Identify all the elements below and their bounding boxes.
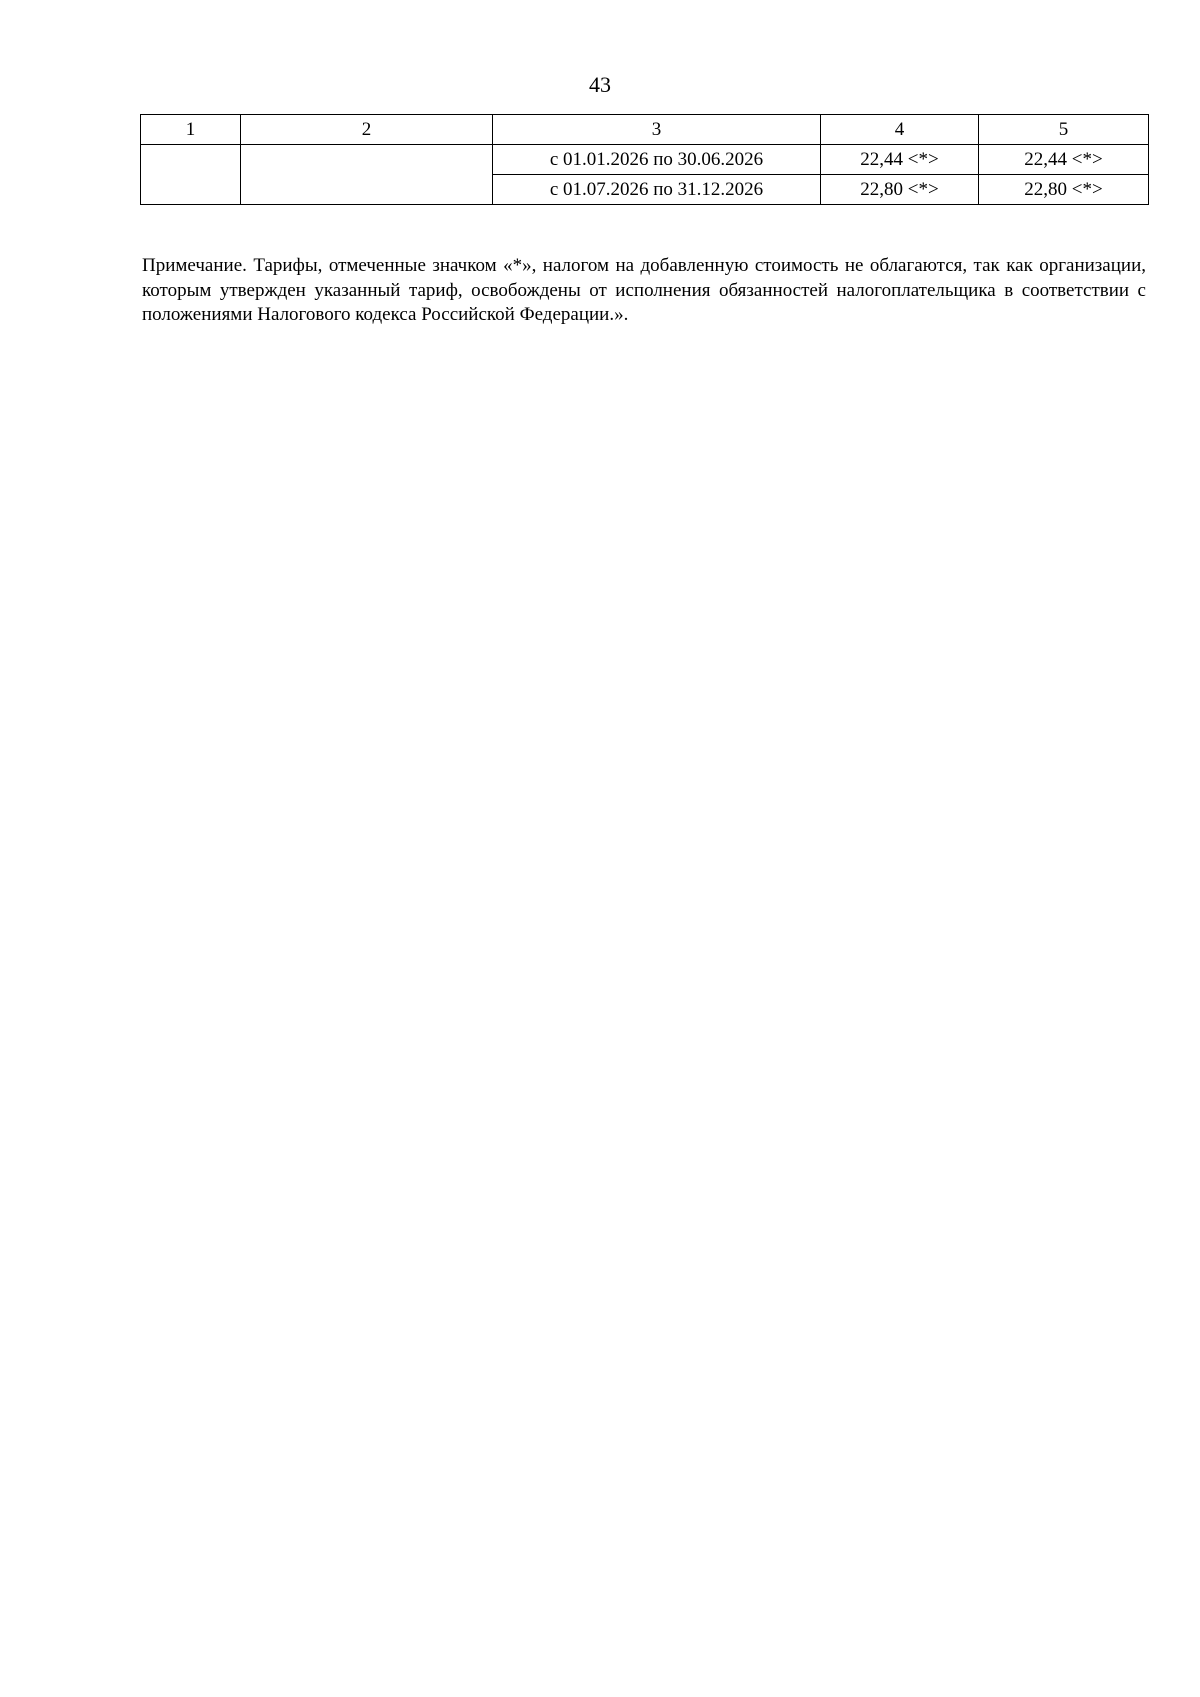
tariff-cell-col5: 22,44 <*> [979, 145, 1149, 175]
note-paragraph: Примечание. Тарифы, отмеченные значком «*», налогом на добавленную стоимость не облагаются, так как организации, которым утвержден указанный тариф, освобождены от исполнения обязанностей налогоплательщика в соответствии с положениями Налогового кодекса Российской Федерации.». [142, 255, 1146, 325]
table-row [141, 145, 1149, 175]
merged-cell-col2 [241, 145, 493, 205]
tariff-cell-col4: 22,44 <*> [821, 145, 979, 175]
table-header-row [141, 115, 1149, 145]
tariff-cell-col5: 22,80 <*> [979, 175, 1149, 205]
tariff-table [140, 114, 1149, 205]
column-number-3: 3 [493, 115, 821, 145]
column-number-5: 5 [979, 115, 1149, 145]
page-number: 43 [589, 72, 611, 97]
merged-cell-col1 [141, 145, 241, 205]
period-cell: с 01.07.2026 по 31.12.2026 [493, 175, 821, 205]
tariff-cell-col4: 22,80 <*> [821, 175, 979, 205]
column-number-1: 1 [141, 115, 241, 145]
period-cell: с 01.01.2026 по 30.06.2026 [493, 145, 821, 175]
column-number-2: 2 [241, 115, 493, 145]
column-number-4: 4 [821, 115, 979, 145]
